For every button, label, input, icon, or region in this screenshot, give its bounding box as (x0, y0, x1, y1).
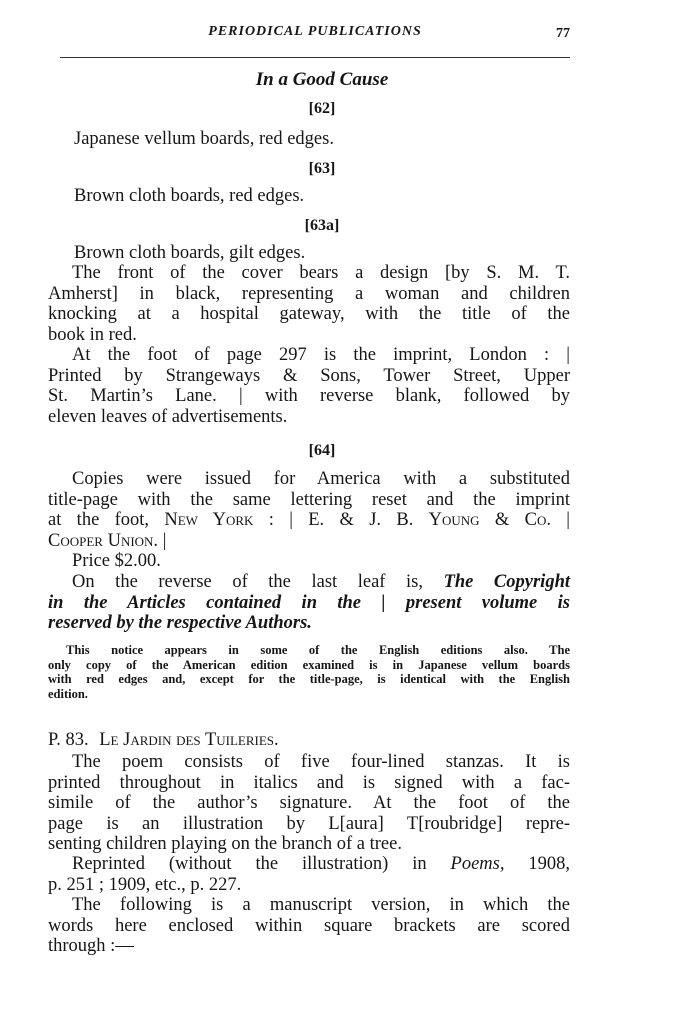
text-line: simile of the author’s signature. At the foot of the (48, 793, 570, 813)
section-title: In a Good Cause (255, 69, 389, 90)
note-line: This notice appears in some of the English editions also. The (66, 643, 570, 657)
text-run: : | E. & J. B. (268, 510, 414, 530)
entry-heading (48, 730, 570, 751)
text-line (48, 531, 570, 552)
entry-number-64: [64] (308, 442, 336, 459)
text-line: title-page with the same lettering reset and the imprint (48, 489, 570, 510)
entry-63a-text: Brown cloth boards, gilt edges. (74, 243, 306, 263)
note-line: only copy of the American edition examined is in Japanese vellum boards (48, 657, 570, 672)
text-line (48, 572, 570, 593)
text-run: 1908, (528, 854, 571, 874)
text-line: eleven leaves of advertisements. (48, 406, 288, 427)
text-line: p. 251 ; 1909, etc., p. 227. (48, 874, 242, 895)
entry-62-text: Japanese vellum boards, red edges. (74, 129, 334, 149)
text-line: knocking at a hospital gateway, with the title of the (48, 304, 570, 324)
page-number: 77 (556, 26, 570, 41)
footnote (48, 643, 570, 701)
front-cover-paragraph (48, 263, 570, 345)
text-line: page is an illustration by L[aura] T[roubridge] repre- (48, 813, 570, 834)
running-title: PERIODICAL PUBLICATIONS (208, 24, 422, 39)
publisher-name: Young & Co. (428, 510, 551, 530)
text-run: at the foot, (48, 510, 150, 530)
header-rule (60, 57, 570, 58)
price-line: Price $2.00. (72, 551, 161, 571)
copyright-notice-line: in the Articles contained in the | present volume is (48, 592, 570, 613)
reprint-paragraph (48, 854, 570, 895)
text-run: | (162, 530, 167, 551)
book-title: Poems, (450, 854, 505, 874)
text-line (48, 854, 570, 875)
text-line: Copies were issued for America with a substituted (72, 469, 570, 489)
text-line: At the foot of page 297 is the imprint, London : | (72, 345, 570, 365)
page-header (60, 24, 570, 46)
text-run: Reprinted (without the illustration) in (72, 854, 427, 874)
text-run: | (566, 510, 571, 530)
reverse-paragraph (48, 572, 570, 634)
text-line: The front of the cover bears a design [by S. M. T. (72, 263, 570, 283)
text-run: On the reverse of the last leaf is, (72, 572, 423, 592)
text-line: printed throughout in italics and is signed with a fac- (48, 772, 570, 793)
text-line: St. Martin’s Lane. | with reverse blank, followed by (48, 386, 570, 406)
text-line: Printed by Strangeways & Sons, Tower Street, Upper (48, 365, 570, 386)
entry-number-62: [62] (308, 100, 336, 117)
text-line: book in red. (48, 324, 137, 345)
note-line: edition. (48, 686, 88, 701)
american-issue-paragraph (48, 469, 570, 551)
text-line (48, 510, 570, 531)
imprint-paragraph (48, 345, 570, 427)
text-line: words here enclosed within square brackets are scored (48, 915, 570, 936)
note-line: with red edges and, except for the title-page, is identical with the English (48, 672, 570, 686)
manuscript-paragraph (48, 895, 570, 957)
publisher-place: New York (164, 510, 254, 530)
entry-title: Le Jardin des Tuileries. (99, 730, 279, 750)
text-line: The poem consists of five four-lined stanzas. It is (72, 752, 570, 772)
text-line: The following is a manuscript version, in which the (72, 895, 570, 915)
copyright-notice-line: reserved by the respective Authors. (48, 613, 312, 633)
publisher-address: Cooper Union. (48, 530, 159, 551)
poem-description-paragraph (48, 752, 570, 855)
text-line: senting children playing on the branch of a tree. (48, 834, 402, 854)
text-line: Amherst] in black, representing a woman and children (48, 283, 570, 304)
copyright-notice: The Copyright (443, 572, 570, 592)
entry-ref: P. 83. (48, 730, 89, 750)
entry-number-63a: [63a] (304, 217, 340, 234)
text-line: through :— (48, 936, 134, 956)
entry-number-63: [63] (308, 160, 336, 177)
entry-63-text: Brown cloth boards, red edges. (74, 186, 305, 206)
